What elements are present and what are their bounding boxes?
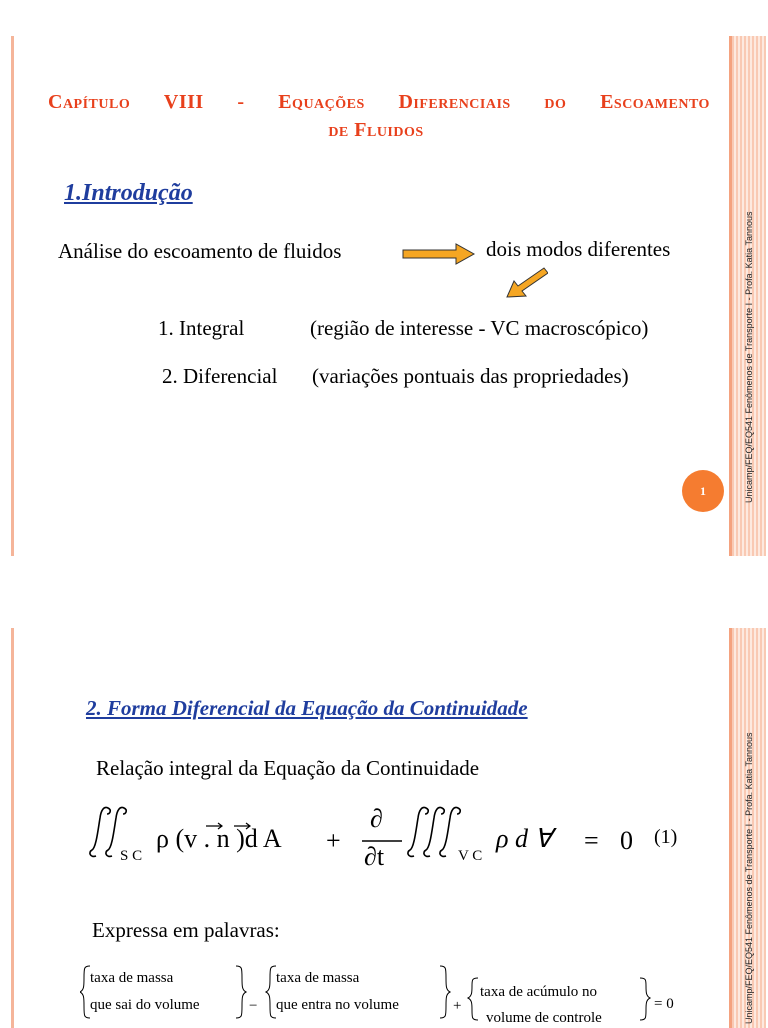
vc-subscript: V C bbox=[458, 848, 483, 864]
equals-zero: = 0 bbox=[654, 996, 674, 1012]
title-word: do bbox=[544, 91, 567, 113]
item-diferencial-label: 2. Diferencial bbox=[162, 364, 278, 388]
side-caption: Unicamp/FEQ/EQ541 Fenômenos de Transporte I - Profa. Katia Tannous bbox=[744, 211, 754, 503]
intro-text: Relação integral da Equação da Continuidade bbox=[96, 756, 480, 780]
left-accent-bar bbox=[11, 628, 14, 1028]
words-label: Expressa em palavras: bbox=[92, 918, 280, 942]
right-arrow-icon bbox=[402, 242, 476, 266]
left-accent-bar bbox=[11, 36, 14, 556]
title-word: Capítulo bbox=[48, 91, 131, 113]
equation-number: (1) bbox=[654, 826, 678, 848]
down-left-arrow-icon bbox=[504, 264, 548, 300]
chapter-title bbox=[48, 88, 710, 144]
word-equation bbox=[80, 964, 700, 1024]
modes-text: dois modos diferentes bbox=[486, 237, 671, 261]
side-caption: Unicamp/FEQ/EQ541 Fenômenos de Transporte I - Profa. Katia Tannous bbox=[744, 732, 754, 1024]
analysis-text: Análise do escoamento de fluidos bbox=[58, 239, 342, 263]
title-word: Escoamento bbox=[600, 91, 710, 113]
item-integral-label: 1. Integral bbox=[158, 316, 245, 340]
term3-line2: volume de controle bbox=[486, 1010, 602, 1026]
plus-sign: + bbox=[453, 998, 462, 1014]
title-line-2: de Fluidos bbox=[328, 119, 424, 141]
title-word: VIII bbox=[163, 91, 204, 113]
plus-sign: + bbox=[326, 826, 341, 855]
vc-integrand: ρ d ∀ bbox=[496, 824, 553, 853]
minus-sign: − bbox=[249, 998, 258, 1014]
partial-t: ∂t bbox=[364, 842, 385, 871]
title-word: Diferenciais bbox=[398, 91, 511, 113]
sc-integrand: ρ (v . n )d A bbox=[156, 824, 282, 853]
page-number-badge: 1 bbox=[682, 470, 724, 512]
term1-line1: taxa de massa bbox=[90, 970, 174, 986]
section-heading-continuidade: 2. Forma Diferencial da Equação da Continuidade bbox=[86, 696, 528, 720]
equals-sign: = bbox=[584, 826, 599, 855]
partial-symbol: ∂ bbox=[370, 804, 383, 833]
zero: 0 bbox=[620, 826, 633, 855]
term3-line1: taxa de acúmulo no bbox=[480, 984, 598, 1000]
title-word: Equações bbox=[278, 91, 365, 113]
term2-line1: taxa de massa bbox=[276, 970, 360, 986]
title-word: - bbox=[237, 91, 245, 113]
item-diferencial-desc: (variações pontuais das propriedades) bbox=[312, 364, 629, 388]
continuity-equation bbox=[86, 800, 726, 880]
item-integral-desc: (região de interesse - VC macroscópico) bbox=[310, 316, 649, 340]
term1-line2: que sai do volume bbox=[90, 997, 200, 1013]
term2-line2: que entra no volume bbox=[276, 997, 399, 1013]
sc-subscript: S C bbox=[120, 848, 143, 864]
section-heading-introducao: 1.Introdução bbox=[64, 180, 193, 206]
